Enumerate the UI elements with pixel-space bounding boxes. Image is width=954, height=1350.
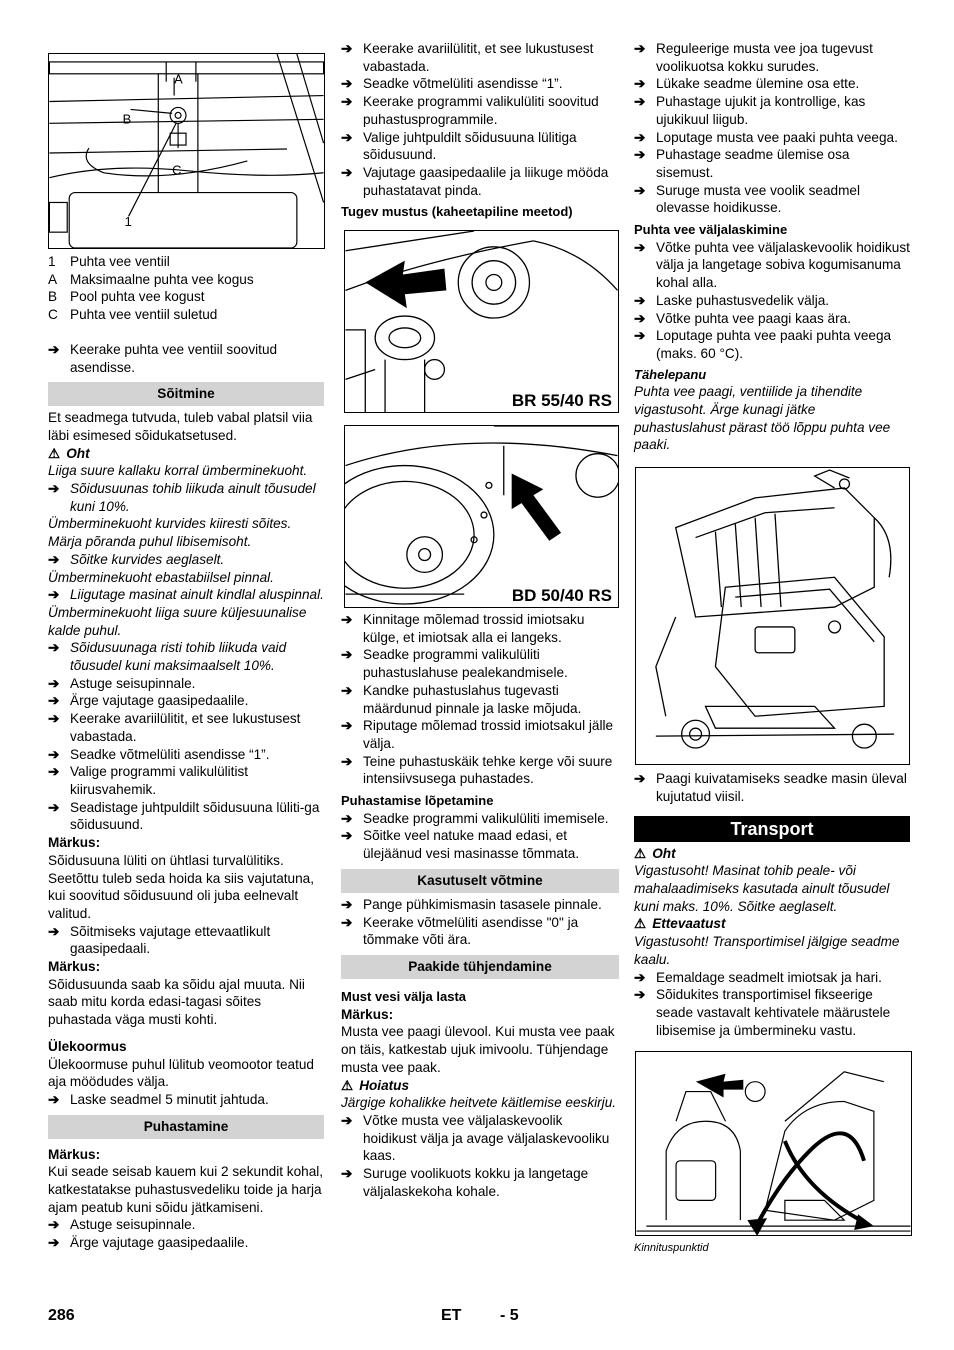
step: ➔ Paagi kuivatamiseks seadke masin üleval kujutatud viisil.: [634, 771, 907, 804]
arrow-icon: ➔: [48, 764, 60, 780]
arrow-icon: ➔: [634, 328, 646, 344]
arrow-icon: ➔: [634, 969, 646, 985]
arrow-icon: ➔: [634, 94, 646, 110]
arrow-icon: ➔: [48, 481, 60, 497]
step: ➔ Seadke võtmelüliti asendisse “1”.: [341, 76, 563, 92]
paragraph: Musta vee paagi ülevool. Kui musta vee paak on täis, katkestab ujuk imivoolu. Tühjendage musta vee paak.: [341, 1024, 615, 1075]
caution-text: Puhta vee paagi, ventiilide ja tihendite vigastusoht. Ärge kunagi jätke puhastuslahust pärast töö lõppu puhta vee paaki.: [634, 384, 891, 453]
step: ➔ Keerake avariilülitit, et see lukustusest vabastada.: [341, 41, 594, 74]
step: ➔ Keerake puhta vee ventiil soovitud asendisse.: [48, 341, 278, 375]
transport-illustration: [636, 1052, 911, 1235]
step: ➔ Keerake võtmelüliti asendisse "0" ja tõmmake võti ära.: [341, 914, 579, 948]
arrow-icon: ➔: [48, 675, 60, 691]
arrow-icon: ➔: [634, 987, 646, 1003]
arrow-icon: ➔: [341, 129, 353, 145]
figure-tie-down-points: [635, 1051, 912, 1236]
step: ➔ Astuge seisupinnale.: [48, 1217, 196, 1233]
step: ➔ Teine puhastuskäik tehke kerge või suure intensiivsusega puhastades.: [341, 753, 613, 787]
step: ➔ Liigutage masinat ainult kindlal aluspinnal.: [48, 587, 324, 603]
arrow-icon: ➔: [634, 182, 646, 198]
step: ➔ Võtke puhta vee väljalaskevoolik hoidikust välja ja langetage sobiva kogumisanuma kohal alla.: [634, 239, 910, 291]
column-1: [48, 40, 324, 1252]
step: ➔ Sõitmiseks vajutage ettevaatlikult gaasipedaali.: [48, 923, 271, 957]
warning-text: Ümberminekuoht ebastabiilsel pinnal.: [48, 569, 274, 585]
arrow-icon: ➔: [341, 828, 353, 844]
step: ➔ Valige juhtpuldilt sõidusuuna lülitiga sõidusuund.: [341, 129, 577, 163]
step: ➔ Vajutage gaasipedaalile ja liikuge mööda puhastatavat pinda.: [341, 164, 609, 198]
legend-item: 1 Puhta vee ventiil: [48, 254, 170, 269]
br-illustration: [345, 231, 618, 412]
arrow-icon: ➔: [634, 147, 646, 163]
arrow-icon: ➔: [634, 41, 646, 56]
step: ➔ Lükake seadme ülemine osa ette.: [634, 76, 860, 92]
step: ➔ Laske seadmel 5 minutit jahtuda.: [48, 1091, 269, 1107]
arrow-icon: ➔: [341, 76, 353, 92]
step: ➔ Seadke võtmelüliti asendisse “1”.: [48, 746, 270, 762]
step: ➔ Pange pühkimismasin tasasele pinnale.: [341, 896, 602, 912]
arrow-icon: ➔: [341, 1112, 353, 1128]
figure-clean-water-valve: [48, 53, 325, 249]
arrow-icon: ➔: [634, 310, 646, 326]
section-heading-paakide: Paakide tühjendamine: [341, 955, 619, 979]
sub-page-number: - 5: [500, 1307, 519, 1324]
note-heading: Märkus:: [48, 835, 101, 851]
subheading: Ülekoormus: [48, 1038, 127, 1054]
step: ➔ Sõitke kurvides aeglaselt.: [48, 551, 225, 567]
arrow-icon: ➔: [341, 647, 353, 663]
step: ➔ Valige programmi valikulülitist kiirusvahemik.: [48, 764, 249, 797]
step: ➔ Kandke puhastuslahus tugevasti määrdunud pinnale ja laske mõjuda.: [341, 682, 582, 716]
arrow-icon: ➔: [48, 711, 60, 727]
arrow-icon: ➔: [48, 1217, 60, 1233]
step: ➔ Riputage mõlemad trossid imiotsakul jälle välja.: [341, 718, 614, 751]
subheading: Puhta vee väljalaskimine: [634, 222, 788, 238]
figure-label-bd: BD 50/40 RS: [511, 586, 612, 606]
warning-label: ⚠ Oht: [48, 445, 90, 461]
step: ➔ Astuge seisupinnale.: [48, 675, 196, 691]
arrow-icon: ➔: [634, 76, 646, 92]
arrow-icon: ➔: [634, 292, 646, 308]
warning-triangle-icon: ⚠: [48, 445, 61, 461]
valve-illustration: [49, 54, 324, 248]
subheading: Must vesi välja lasta: [341, 988, 467, 1004]
caution-text: Vigastusoht! Transportimisel jälgige seadme kaalu.: [634, 934, 900, 967]
step: ➔ Sõidusuunas tohib liikuda ainult tõusudel kuni 10%.: [48, 481, 316, 514]
arrow-icon: ➔: [341, 1166, 353, 1182]
warning-text: Vigastusoht! Masinat tohib peale- või mahalaadimiseks kasutada ainult tõusudel kuni maks. 10%. Sõitke aeglaselt.: [634, 863, 890, 914]
step: ➔ Keerake avariilülitit, et see lukustusest vabastada.: [48, 711, 301, 744]
step: ➔ Keerake programmi valikulüliti soovitud puhastusprogrammile.: [341, 94, 599, 127]
legend-item: A Maksimaalne puhta vee kogus: [48, 271, 254, 287]
paragraph: Et seadmega tutvuda, tuleb vabal platsil viia läbi esimesed sõidukatsetused.: [48, 410, 313, 443]
step: ➔ Seadke programmi valikulüliti imemisele.: [341, 810, 609, 826]
step: ➔ Reguleerige musta vee joa tugevust voolikuotsa kokku surudes.: [634, 41, 873, 74]
arrow-icon: ➔: [341, 718, 353, 734]
arrow-icon: ➔: [48, 640, 60, 656]
label-b: B: [122, 111, 132, 127]
arrow-icon: ➔: [48, 551, 60, 567]
paragraph: Ülekoormuse puhul lülitub veomootor teatud aja möödudes välja.: [48, 1056, 314, 1090]
subheading: Puhastamise lõpetamine: [341, 793, 494, 809]
step: ➔ Puhastage seadme ülemise osa sisemust.: [634, 147, 850, 180]
figure-label-br: BR 55/40 RS: [511, 391, 612, 411]
warning-label: ⚠ Oht: [634, 845, 676, 861]
arrow-icon: ➔: [48, 923, 60, 939]
warning-triangle-icon: ⚠: [341, 1077, 354, 1093]
arrow-icon: ➔: [48, 746, 60, 762]
arrow-icon: ➔: [341, 896, 353, 912]
arrow-icon: ➔: [48, 1235, 60, 1251]
warning-triangle-icon: ⚠: [634, 916, 647, 932]
paragraph: Kui seade seisab kauem kui 2 sekundit kohal, katkestatakse puhastusvedeliku toide ja harja ajam peatub kuni sõidu jätkamiseni.: [48, 1164, 324, 1215]
note-heading: Märkus:: [341, 1006, 394, 1022]
subheading: Tugev mustus (kaheetapiline meetod): [341, 204, 573, 220]
label-c: C: [172, 162, 182, 178]
step: ➔ Sõitke veel natuke maad edasi, et ülejäänud vesi masinasse tõmmata.: [341, 828, 580, 862]
warning-text: Ümberminekuoht liiga suure küljesuunalise kalde puhul.: [48, 604, 307, 638]
label-a: A: [174, 71, 183, 87]
language-code: ET: [441, 1307, 462, 1324]
warning-text: Ümberminekuoht kurvides kiiresti sõites. Märja põranda puhul libisemisoht.: [48, 516, 292, 550]
legend-item: C Puhta vee ventiil suletud: [48, 307, 218, 323]
page-footer: [48, 1307, 910, 1327]
arrow-icon: ➔: [48, 1091, 60, 1107]
arrow-icon: ➔: [341, 164, 353, 180]
step: ➔ Sõidusuunaga risti tohib liikuda vaid tõusudel kuni maksimaalselt 10%.: [48, 640, 287, 674]
arrow-icon: ➔: [341, 810, 353, 826]
figure-br-55-40: [344, 230, 619, 413]
arrow-icon: ➔: [341, 753, 353, 769]
arrow-icon: ➔: [634, 129, 646, 145]
note-heading: Märkus:: [48, 1146, 101, 1162]
step: ➔ Laske puhastusvedelik välja.: [634, 292, 830, 308]
step: ➔ Suruge voolikuots kokku ja langetage väljalaskekoha kohale.: [341, 1166, 589, 1199]
step: ➔ Võtke puhta vee paagi kaas ära.: [634, 310, 851, 326]
bd-illustration: [345, 426, 618, 607]
arrow-icon: ➔: [48, 693, 60, 709]
step: ➔ Loputage puhta vee paaki puhta veega (maks. 60 °C).: [634, 328, 892, 361]
paragraph: Sõidusuuna lüliti on ühtlasi turvalülitiks. Seetõttu tuleb seda hoida ka siis vajutatuna, kui soovitud sõidusuund oli juba eelnevalt valitud.: [48, 852, 315, 921]
arrow-icon: ➔: [341, 94, 353, 110]
section-heading-puhastamine: Puhastamine: [48, 1115, 324, 1139]
page-number: 286: [48, 1307, 75, 1324]
section-heading-soitmine: Sõitmine: [48, 382, 324, 406]
legend-item: B Pool puhta vee kogust: [48, 289, 205, 305]
warning-text: Liiga suure kallaku korral ümberminekuoht.: [48, 463, 308, 479]
arrow-icon: ➔: [341, 41, 353, 56]
arrow-icon: ➔: [48, 587, 60, 603]
arrow-icon: ➔: [341, 682, 353, 698]
section-heading-transport: Transport: [634, 816, 910, 842]
warning-triangle-icon: ⚠: [634, 845, 647, 861]
step: ➔ Ärge vajutage gaasipedaalile.: [48, 1235, 249, 1251]
arrow-icon: ➔: [341, 914, 353, 930]
step: ➔ Suruge musta vee voolik seadmel olevasse hoidikusse.: [634, 182, 861, 216]
machine-tilted-illustration: [636, 468, 909, 764]
figure-tank-drying: [635, 467, 910, 765]
warning-text: Järgige kohalikke heitvete käitlemise eeskirju.: [341, 1095, 617, 1111]
warning-label: ⚠ Hoiatus: [341, 1077, 410, 1093]
label-1: 1: [124, 214, 132, 230]
step: ➔ Seadistage juhtpuldilt sõidusuuna lüliti-ga sõidusuund.: [48, 799, 320, 833]
note-heading: Märkus:: [48, 959, 101, 975]
arrow-icon: ➔: [48, 799, 60, 815]
figure-caption: Kinnituspunktid: [634, 1242, 709, 1255]
step: ➔ Puhastage ujukit ja kontrollige, kas ujukikuul liigub.: [634, 94, 866, 127]
step: ➔ Eemaldage seadmelt imiotsak ja hari.: [634, 969, 882, 985]
step: ➔ Loputage musta vee paaki puhta veega.: [634, 129, 898, 145]
arrow-icon: ➔: [48, 341, 60, 357]
step: ➔ Ärge vajutage gaasipedaalile.: [48, 693, 249, 709]
caution-label: ⚠ Ettevaatust: [634, 916, 726, 932]
caution-label: Tähelepanu: [634, 366, 707, 382]
column-2: [341, 40, 619, 1200]
figure-bd-50-40: [344, 425, 619, 608]
step: ➔ Võtke musta vee väljalaskevoolik hoidikust välja ja avage väljalaskevooliku kaas.: [341, 1112, 610, 1164]
arrow-icon: ➔: [634, 771, 646, 787]
paragraph: Sõidusuunda saab ka sõidu ajal muuta. Nii saab mitu korda edasi-tagasi sõites puhastada väga musti kohti.: [48, 976, 305, 1028]
arrow-icon: ➔: [341, 612, 353, 628]
step: ➔ Kinnitage mõlemad trossid imiotsaku külge, et imiotsak alla ei langeks.: [341, 612, 585, 645]
arrow-icon: ➔: [634, 239, 646, 255]
section-heading-kasutuselt: Kasutuselt võtmine: [341, 869, 619, 893]
step: ➔ Seadke programmi valikulüliti puhastuslahuse pealekandmisele.: [341, 647, 568, 681]
column-3: [634, 40, 910, 1269]
step: ➔ Sõidukites transportimisel fikseerige seade vastavalt kehtivatele määrustele libisemise ja ümbermineku vastu.: [634, 987, 891, 1038]
